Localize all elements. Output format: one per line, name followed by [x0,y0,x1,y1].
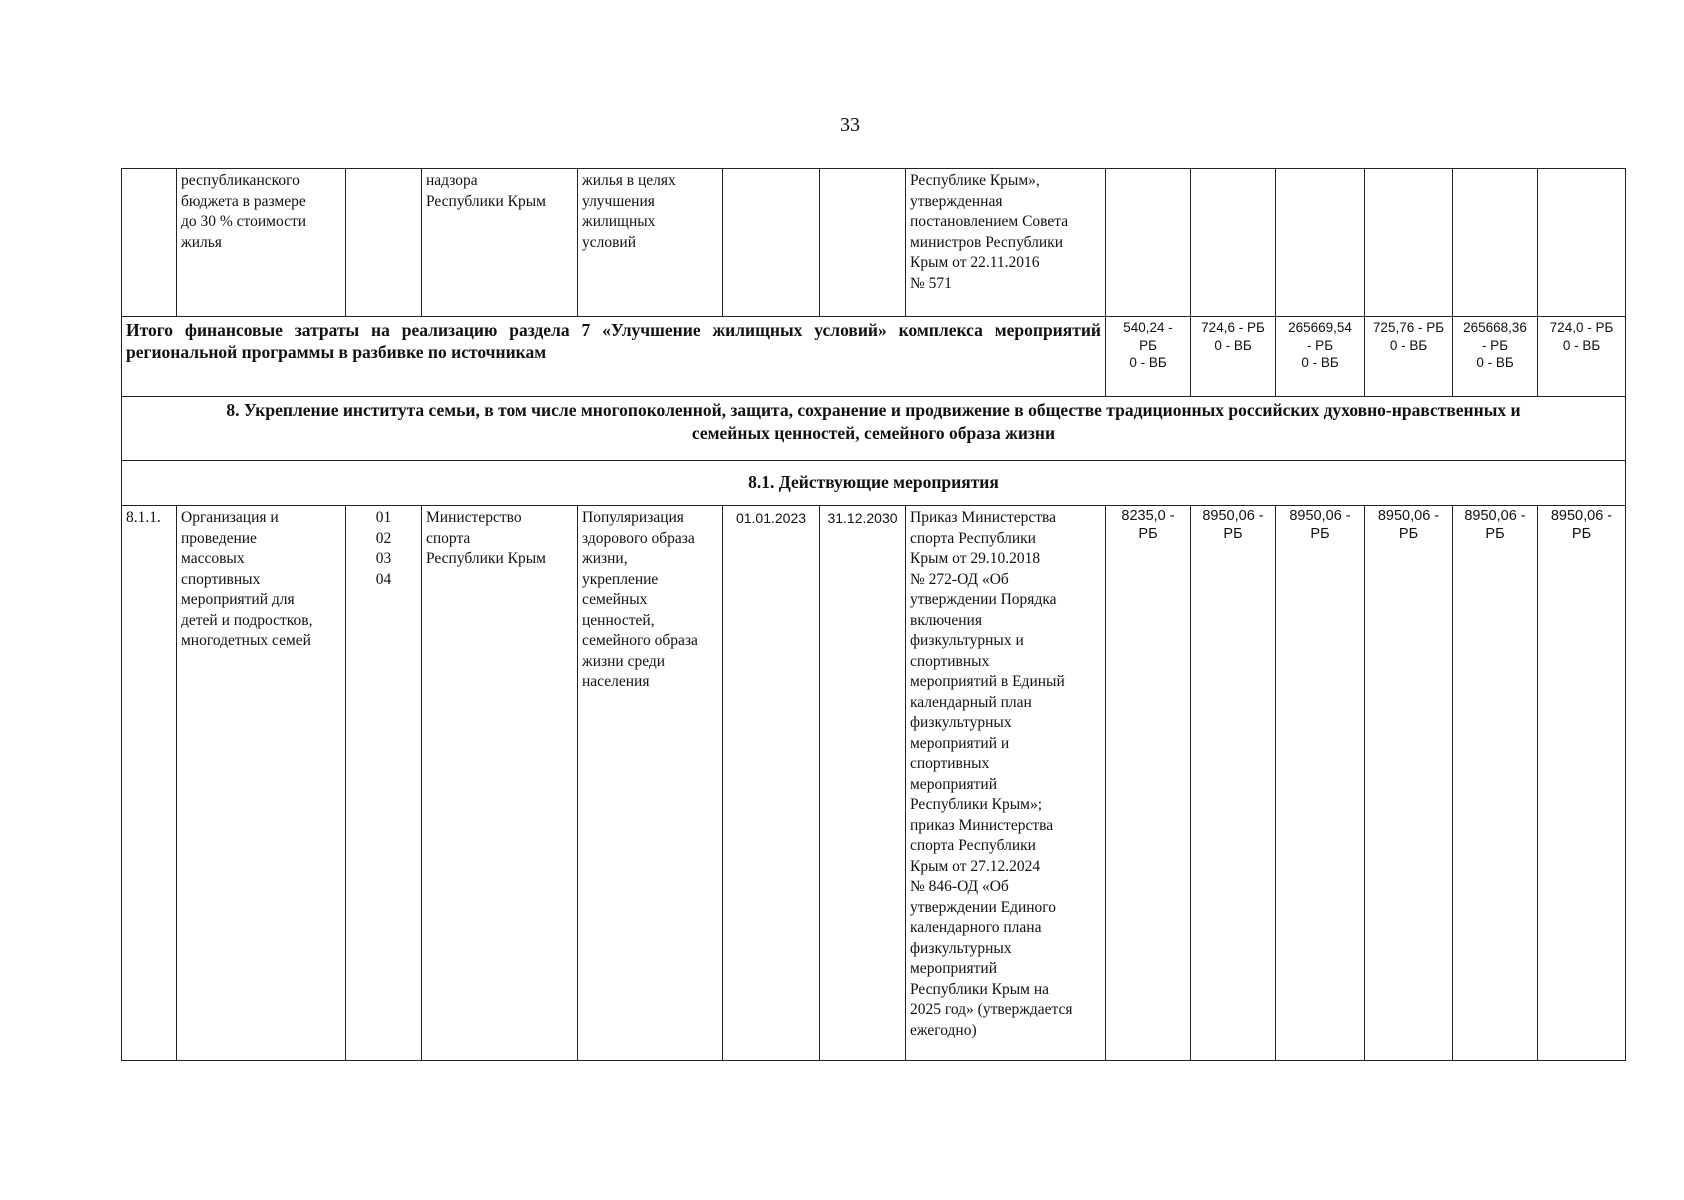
cell-result [578,169,723,317]
value-line: 724,0 - РБ [1549,320,1614,335]
cell-codes [346,506,422,1061]
cell-line: Министерство [426,509,522,526]
cell-line: условий [582,233,637,251]
cell-line: жилищных [582,213,656,230]
value-line: - РБ [1306,337,1334,353]
cell-line: спортивных [910,652,990,670]
cell-name [177,169,346,317]
cell-line: семейного образа [582,632,698,649]
value-line: 8950,06 - [1377,508,1440,524]
cell-line: календарного плана [910,919,1042,936]
cell-line: спортивных [910,755,990,772]
value-line: 0 - ВБ [1301,355,1339,370]
cell-line: Республике Крым», [910,172,1040,189]
cell-line: постановлением Совета [910,213,1069,230]
cell-line: спорта Республики [910,837,1036,854]
cell-value [1365,506,1453,1061]
cell-codes [346,169,422,317]
value-line: 725,76 - РБ [1372,320,1445,335]
cell-line: надзора [426,172,478,189]
cell-line: бюджета в размере [181,192,306,210]
cell-line: № 571 [910,274,952,292]
cell-line: включения [910,611,982,629]
total-value [1453,317,1538,397]
cell-line: Республики Крым [426,192,546,210]
value-line: 265669,54 [1288,320,1352,335]
value-line: 724,6 - РБ [1201,320,1265,335]
total-value [1365,317,1453,397]
cell-line: проведение [181,529,257,547]
cell-line: населения [582,673,650,690]
table-row-continuation [122,169,1626,317]
cell-line: Республики Крым»; [910,796,1042,813]
cell-line: ежегодно) [910,1021,977,1039]
cell-value [1538,506,1626,1061]
total-value [1538,317,1626,397]
cell-line: утверждении Единого [910,898,1057,916]
cell-line: спорта [426,529,471,547]
cell-line: Крым от 29.10.2018 [910,550,1041,567]
cell-executor [422,169,578,317]
table-row-subsection-heading [122,461,1626,506]
cell-line: детей и подростков, [181,611,313,629]
cell-line: физкультурных [910,939,1012,957]
cell-start-date [723,169,820,317]
cell-line: жилья [181,233,222,251]
value-line: РБ [1398,525,1419,542]
code-line: 03 [375,550,392,567]
cell-line: Республики Крым на [910,980,1049,998]
code-line: 04 [375,570,392,588]
cell-line: 2025 год» (утверждается [910,1001,1073,1018]
total-label: Итого финансовые затраты на реализацию раздела 7 «Улучшение жилищных условий» комплекса мероприятий региональной программы в разбивке по источникам [122,317,1106,397]
cell-line: № 846-ОД «Об [910,878,1009,895]
total-value [1191,317,1276,397]
cell-line: Крым от 22.11.2016 [910,254,1040,271]
cell-line: календарный план [910,693,1032,711]
value-line: 0 - ВБ [1476,355,1514,370]
cell-line: мероприятий [910,960,998,977]
cell-line: физкультурных [910,714,1012,731]
table-row-section-heading [122,397,1626,461]
cell-line: массовых [181,550,245,567]
cell-line: Республики Крым [426,550,546,567]
cell-line: жилья в целях [582,172,676,189]
cell-value [1365,169,1453,317]
cell-line: жизни среди [582,652,666,670]
cell-value [1276,169,1365,317]
value-line: 8950,06 - [1289,508,1351,524]
code-line: 01 [375,509,392,526]
cell-value [1106,506,1191,1061]
cell-value [1453,169,1538,317]
value-line: 8950,06 - [1202,508,1264,524]
cell-line: Популяризация [582,509,684,526]
cell-end-date [820,169,906,317]
value-line: 8235,0 - [1121,508,1175,524]
cell-line: укрепление [582,570,659,588]
subsection-heading: 8.1. Действующие мероприятия [122,461,1626,506]
cell-line: мероприятий для [181,591,295,608]
table-row-total [122,317,1626,397]
value-line: РБ [1223,525,1243,542]
cell-result [578,506,723,1061]
cell-value [1453,506,1538,1061]
cell-line: здорового образа [582,529,695,547]
cell-document [906,169,1106,317]
cell-line: мероприятий в Единый [910,673,1065,690]
total-value [1276,317,1365,397]
cell-line: Приказ Министерства [910,509,1057,526]
value-line: РБ [1485,525,1505,542]
value-line: - РБ [1481,337,1509,353]
program-table [121,168,1626,1061]
section-heading-line: 8. Укрепление института семьи, в том числе многопоколенной, защита, сохранение и продвижение в обществе традиционных российских духовно-нравственных и [226,400,1521,420]
total-value [1106,317,1191,397]
cell-line: министров Республики [910,233,1063,251]
cell-line: спорта Республики [910,529,1036,547]
cell-value [1191,506,1276,1061]
value-line: РБ [1571,525,1592,542]
cell-line: до 30 % стоимости [181,213,307,230]
value-line: РБ [1139,337,1157,353]
cell-line: мероприятий и [910,734,1010,752]
value-line: 265668,36 [1463,320,1527,335]
value-line: РБ [1138,525,1158,542]
section-heading-line: семейных ценностей, семейного образа жизни [691,423,1056,443]
cell-number: 8.1.1. [122,506,177,1061]
cell-line: многодетных семей [181,632,311,649]
section-heading [122,397,1626,461]
value-line: 0 - ВБ [1389,337,1428,353]
value-line: 0 - ВБ [1214,337,1252,353]
cell-line: физкультурных и [910,632,1024,649]
cell-line: ценностей, [582,611,655,629]
cell-line: № 272-ОД «Об [910,570,1009,588]
cell-document [906,506,1106,1061]
cell-value [1106,169,1191,317]
cell-line: жизни, [582,550,628,567]
value-line: РБ [1310,525,1330,542]
cell-value [1191,169,1276,317]
cell-number [122,169,177,317]
cell-line: республиканского [181,172,300,189]
code-line: 02 [375,529,392,547]
cell-line: приказ Министерства [910,816,1054,834]
cell-executor [422,506,578,1061]
table-row [122,506,1626,1061]
cell-line: утвержденная [910,192,1003,210]
cell-value [1276,506,1365,1061]
page-number: 33 [840,114,860,136]
cell-line: мероприятий [910,775,998,793]
value-line: 0 - ВБ [1562,337,1601,353]
value-line: 0 - ВБ [1129,355,1167,370]
cell-value [1538,169,1626,317]
cell-line: Крым от 27.12.2024 [910,857,1041,875]
value-line: 8950,06 - [1464,508,1526,524]
cell-end-date: 31.12.2030 [820,506,906,1061]
value-line: 8950,06 - [1550,508,1613,524]
cell-name [177,506,346,1061]
cell-line: улучшения [582,192,655,210]
cell-line: семейных [582,591,648,608]
cell-line: спортивных [181,570,261,588]
value-line: 540,24 - [1123,320,1173,335]
cell-start-date: 01.01.2023 [723,506,820,1061]
cell-line: утверждении Порядка [910,591,1057,608]
cell-line: Организация и [181,509,279,526]
